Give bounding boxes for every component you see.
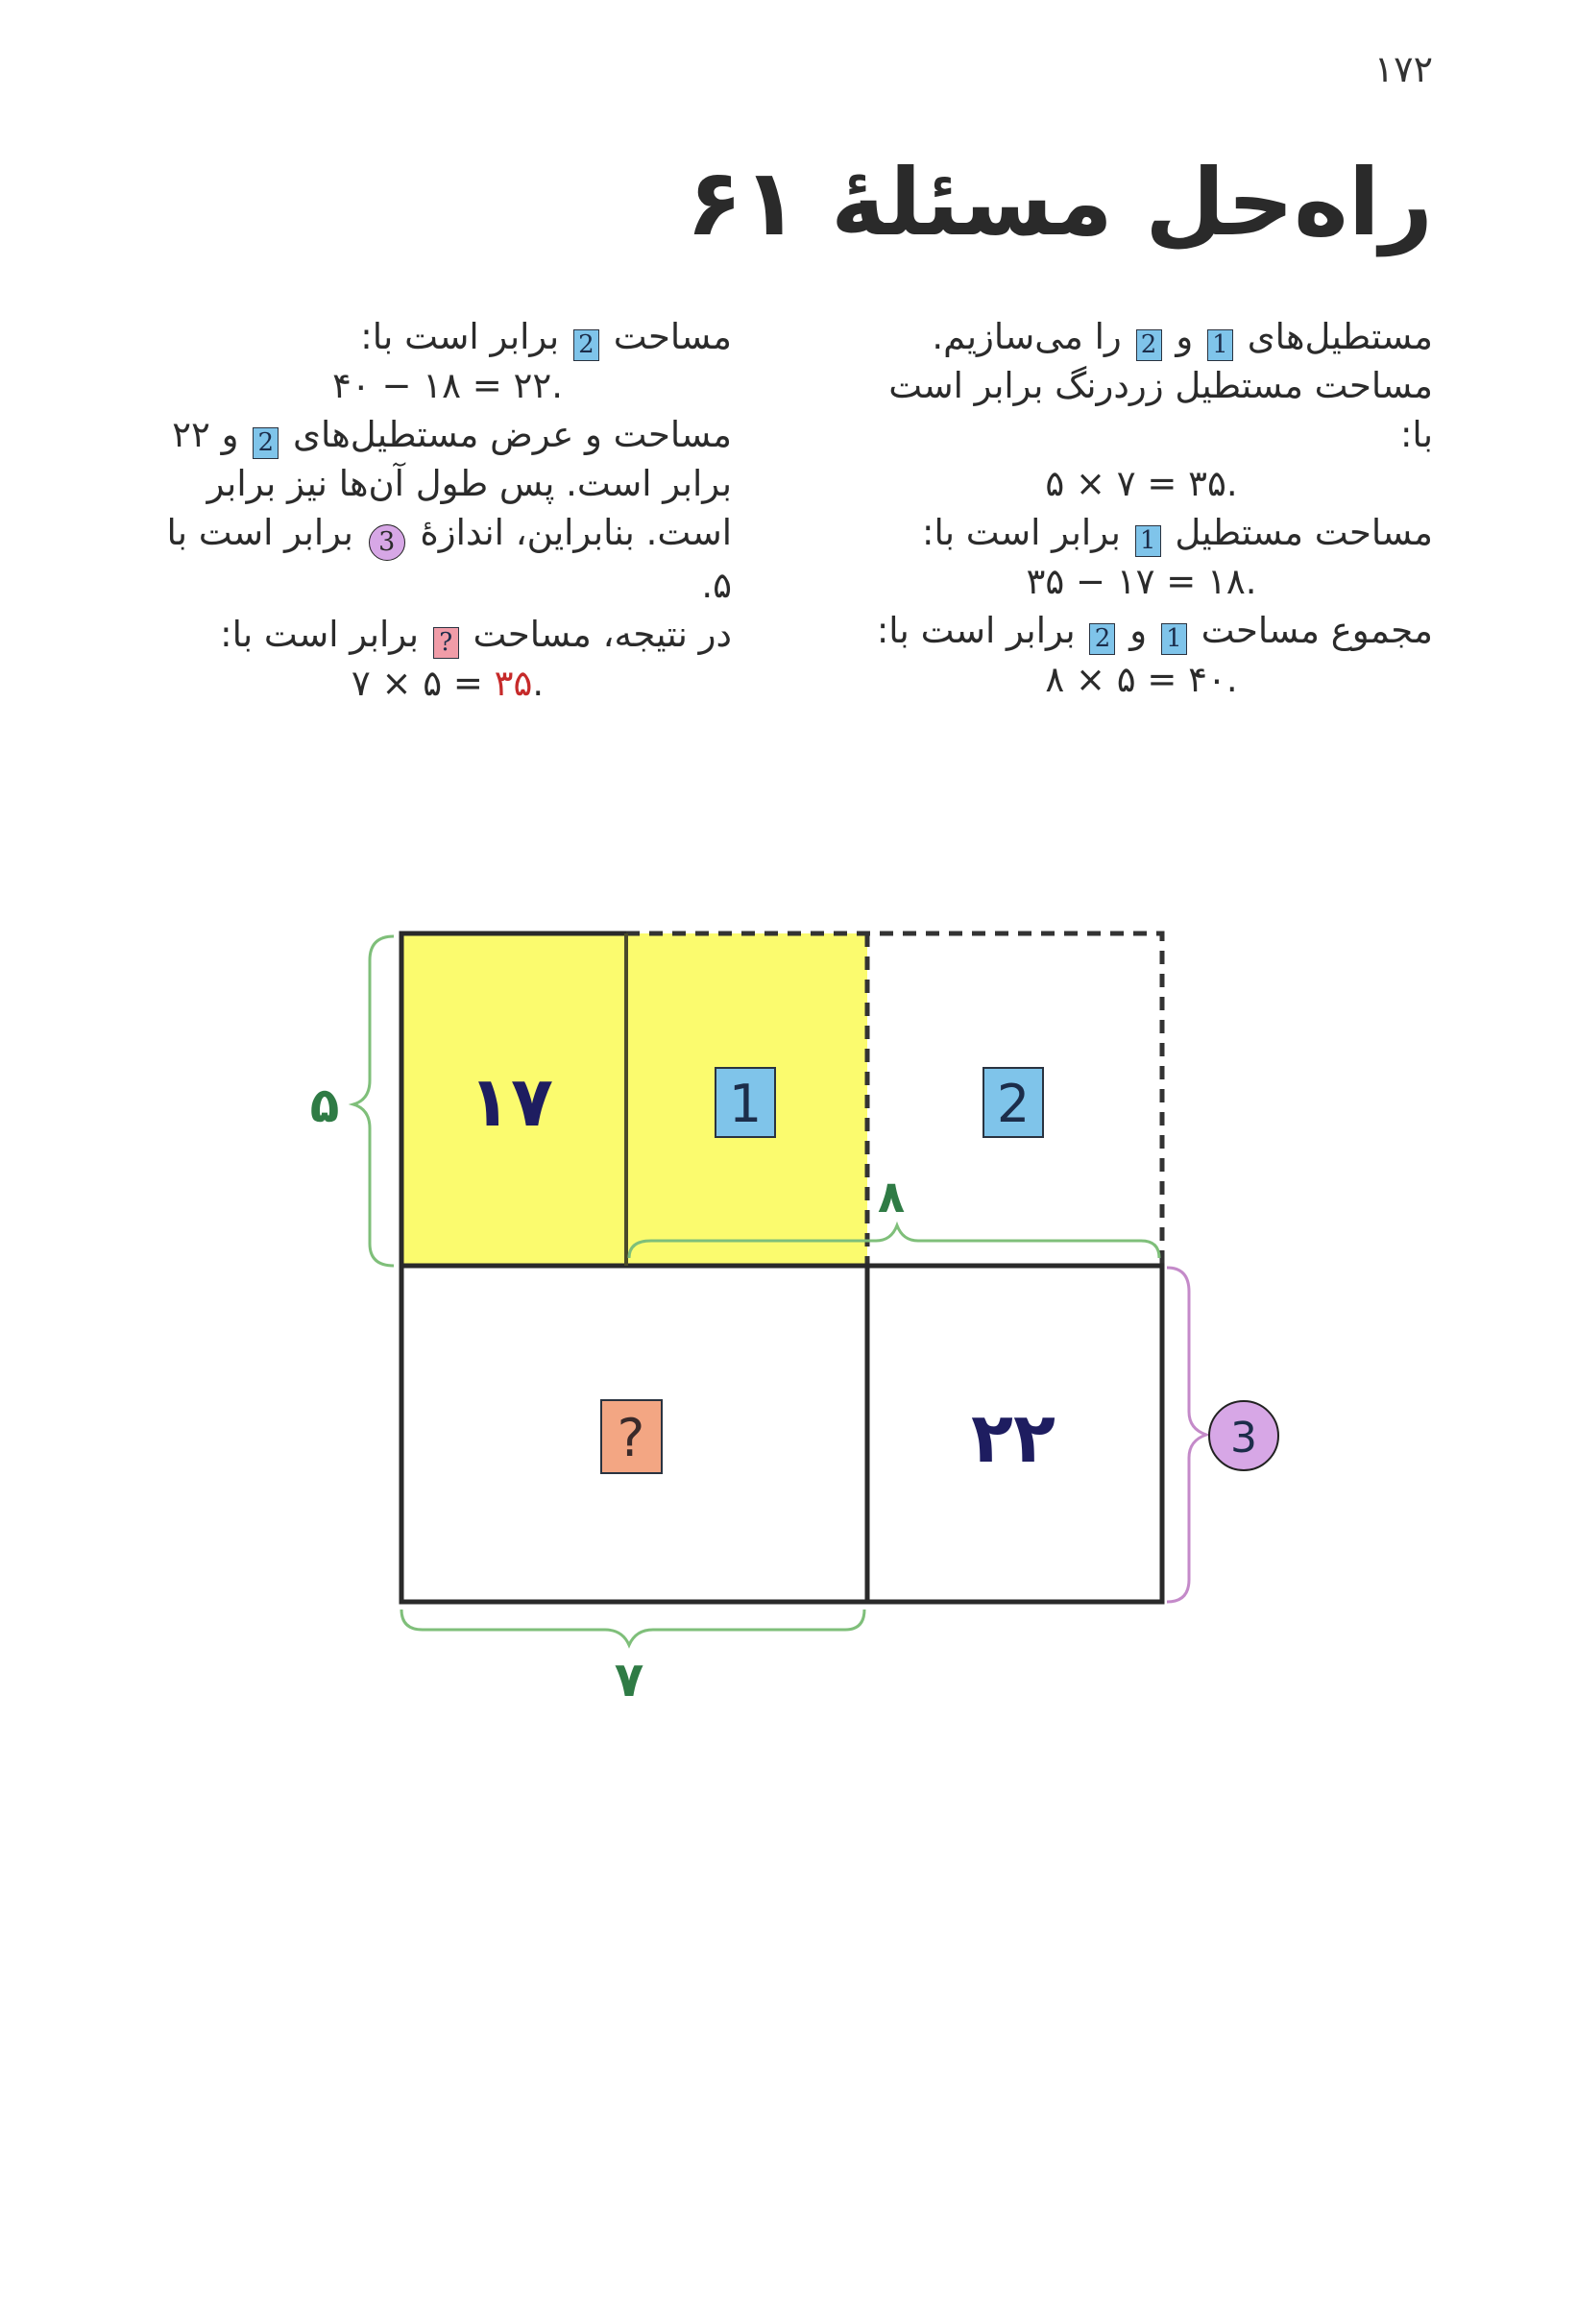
- equation-area-1: ۳۵ − ۱۷ = ۱۸.: [1026, 561, 1257, 602]
- box-2-label: 2: [996, 1074, 1031, 1134]
- paragraph-area-rect-1: مساحت مستطیل 1 برابر است با:: [921, 512, 1433, 555]
- label-box-1: 1: [1161, 623, 1187, 655]
- equation-final: ۷ × ۵ = ۳۵.: [351, 663, 545, 704]
- equation-yellow-area: ۵ × ۷ = ۳۵.: [1045, 463, 1238, 504]
- label-8: ۸: [877, 1171, 906, 1223]
- label-7: ۷: [614, 1652, 644, 1707]
- paragraph-area-rect-2: مساحت 2 برابر است با:: [360, 316, 732, 359]
- label-box-1: 1: [1207, 329, 1233, 361]
- area-17-label: ۱۷: [469, 1061, 553, 1142]
- paragraph-result: در نتیجه، مساحت ? برابر است با:: [220, 614, 732, 657]
- area-22-label: ۲۲: [971, 1397, 1055, 1478]
- question-label: ?: [617, 1408, 645, 1468]
- equation-area-2: ۴۰ − ۱۸ = ۲۲.: [331, 365, 564, 406]
- label-box-2: 2: [1136, 329, 1162, 361]
- brace-height-3: [1167, 1268, 1206, 1602]
- page-title: راه‌حل مسئلهٔ ۶۱: [686, 149, 1433, 256]
- circle-3-label: 3: [1230, 1414, 1257, 1463]
- label-5: ۵: [309, 1077, 340, 1133]
- equation-sum: ۸ × ۵ = ۴۰.: [1045, 659, 1238, 700]
- paragraph-equal-length: مساحت و عرض مستطیل‌های 2 و ۲۲ برابر است. پس طول آن‌ها نیز برابر است. بنابراین، اندازهٔ 3 برابر است با ۵.: [166, 414, 732, 606]
- label-box-2: 2: [1089, 623, 1115, 655]
- brace-height-5: [353, 936, 394, 1266]
- label-box-1: 1: [1135, 525, 1161, 557]
- label-circle-3: 3: [369, 524, 405, 561]
- label-box-2: 2: [253, 427, 279, 459]
- box-1-label: 1: [728, 1074, 763, 1134]
- brace-width-7: [401, 1610, 864, 1645]
- label-box-2: 2: [573, 329, 599, 361]
- paragraph-sum-areas: مجموع مساحت 1 و 2 برابر است با:: [876, 610, 1433, 653]
- final-answer: ۳۵: [494, 663, 533, 704]
- paragraph-build-rectangles: مستطیل‌های 1 و 2 را می‌سازیم. مساحت مستطیل زردرنگ برابر است با:: [888, 316, 1433, 455]
- page-number: ۱۷۲: [1373, 48, 1433, 90]
- label-box-question: ?: [433, 627, 459, 659]
